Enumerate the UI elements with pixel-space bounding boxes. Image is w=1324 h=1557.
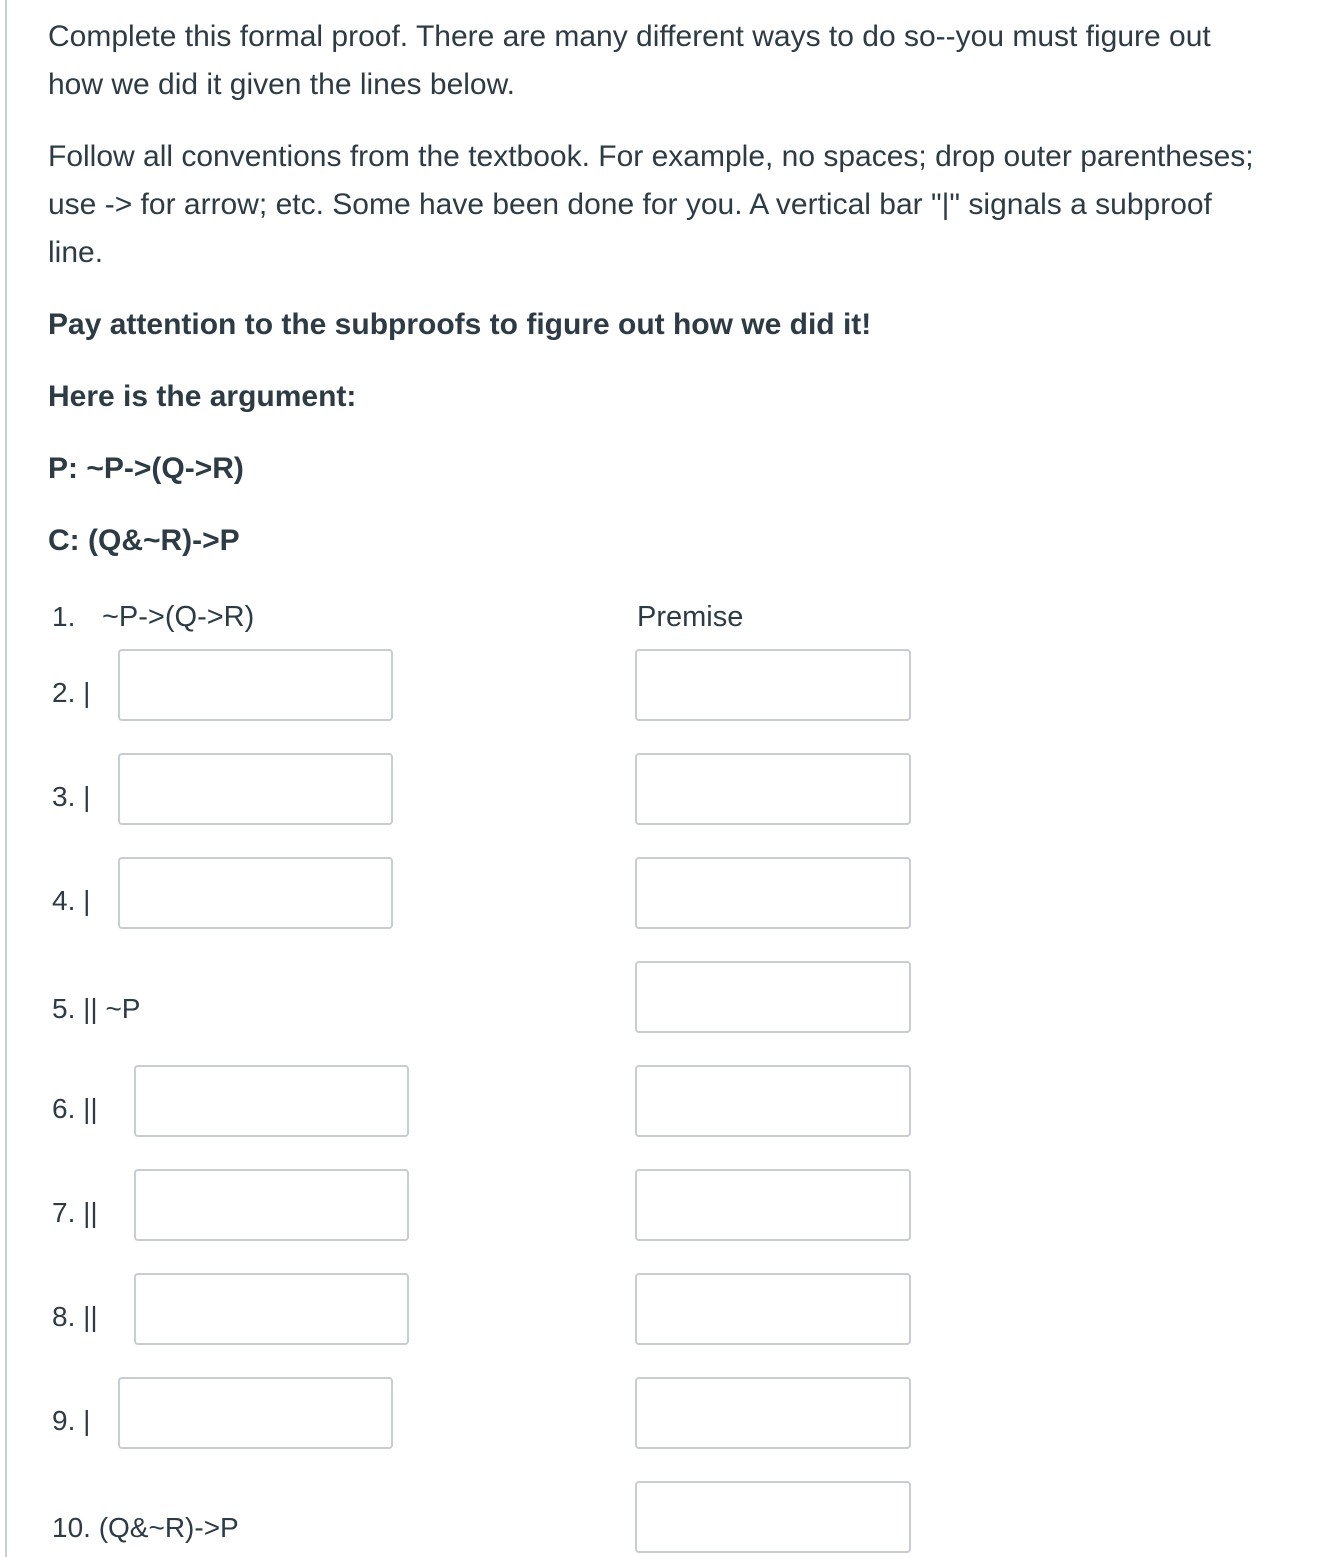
- proof-line-6-number: 6. ||: [52, 1093, 98, 1124]
- conventions-line-1: Follow all conventions from the textbook. For example, no spaces; drop outer parentheses;: [48, 140, 1254, 173]
- argument-heading: Here is the argument:: [48, 380, 357, 413]
- proof-line-7-number: 7. ||: [52, 1197, 98, 1228]
- proof-line-5-number-and-formula: 5. || ~P: [52, 993, 141, 1024]
- proof-line-4-number: 4. |: [52, 885, 91, 916]
- proof-line-6-justification-input[interactable]: [635, 1065, 911, 1137]
- conventions-line-2: use -> for arrow; etc. Some have been done for you. A vertical bar "|" signals a subproof: [48, 188, 1212, 221]
- proof-line-2-justification-input[interactable]: [635, 649, 911, 721]
- proof-line-8-formula-input[interactable]: [134, 1273, 409, 1345]
- proof-line-8-number: 8. ||: [52, 1301, 98, 1332]
- proof-line-4-justification-input[interactable]: [635, 857, 911, 929]
- proof-line-5-justification-input[interactable]: [635, 961, 911, 1033]
- conclusion-statement: C: (Q&~R)->P: [48, 524, 240, 557]
- proof-line-4-formula-input[interactable]: [118, 857, 393, 929]
- premise-statement: P: ~P->(Q->R): [48, 452, 244, 485]
- proof-line-9-number: 9. |: [52, 1405, 91, 1436]
- proof-line-7-justification-input[interactable]: [635, 1169, 911, 1241]
- intro-line-1: Complete this formal proof. There are many different ways to do so--you must figure out: [48, 20, 1211, 53]
- proof-line-3-formula-input[interactable]: [118, 753, 393, 825]
- proof-line-6-formula-input[interactable]: [134, 1065, 409, 1137]
- proof-line-3-justification-input[interactable]: [635, 753, 911, 825]
- proof-line-10-number-and-formula: 10. (Q&~R)->P: [52, 1512, 239, 1543]
- conventions-line-3: line.: [48, 236, 104, 269]
- intro-line-2: how we did it given the lines below.: [48, 68, 515, 101]
- content-left-border: [5, 0, 7, 1557]
- attention-note: Pay attention to the subproofs to figure out how we did it!: [48, 308, 872, 341]
- proof-line-2-number: 2. |: [52, 677, 91, 708]
- proof-line-8-justification-input[interactable]: [635, 1273, 911, 1345]
- proof-line-3-number: 3. |: [52, 781, 91, 812]
- proof-line-10-justification-input[interactable]: [635, 1481, 911, 1553]
- proof-line-7-formula-input[interactable]: [134, 1169, 409, 1241]
- proof-line-2-formula-input[interactable]: [118, 649, 393, 721]
- proof-line-1-justification: Premise: [637, 601, 744, 633]
- proof-line-1-formula: ~P->(Q->R): [102, 601, 255, 633]
- proof-line-9-formula-input[interactable]: [118, 1377, 393, 1449]
- proof-line-1-number: 1.: [52, 601, 76, 632]
- proof-line-9-justification-input[interactable]: [635, 1377, 911, 1449]
